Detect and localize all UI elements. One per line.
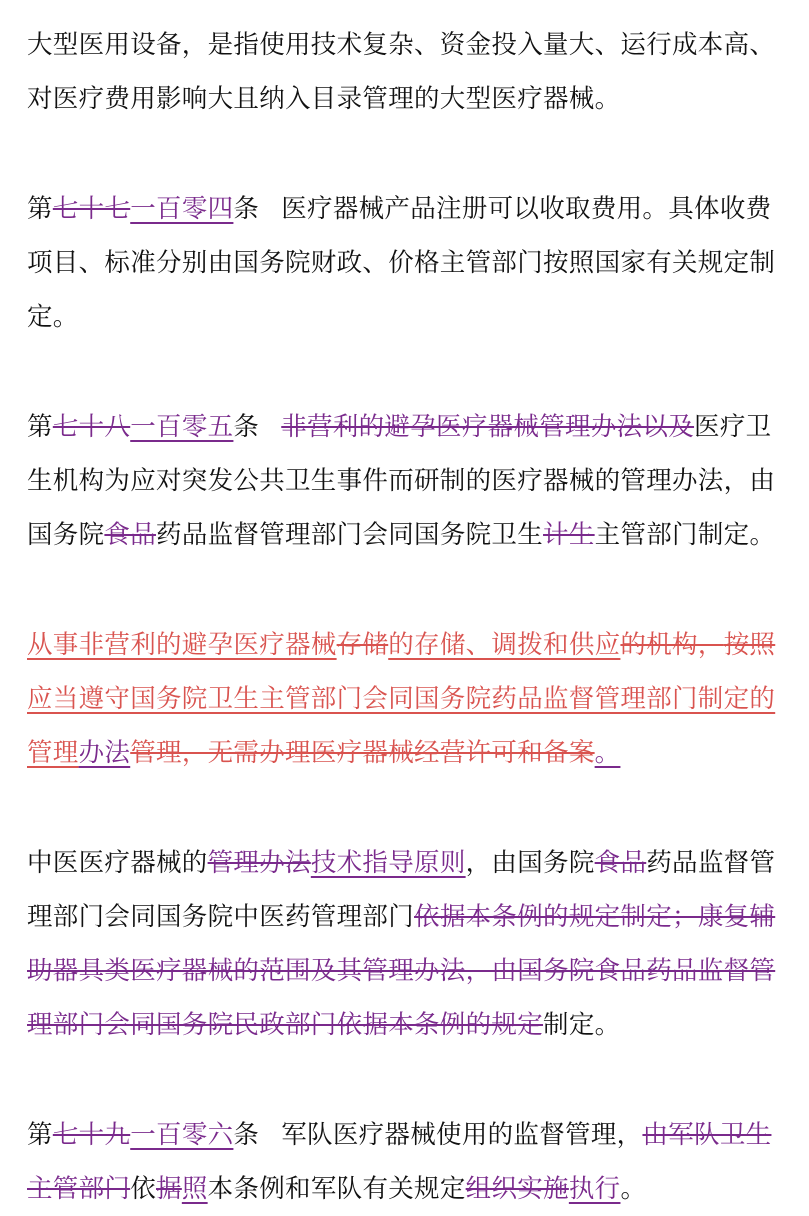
deleted-text: 计生 — [543, 520, 595, 550]
article-prefix: 第 — [27, 194, 53, 224]
article-text: 。 — [620, 1174, 647, 1204]
paragraph-gap — [27, 344, 787, 400]
paragraph-inserted-contraceptive — [27, 618, 787, 780]
article-text: 药品监督管理部门会同国务院卫生 — [156, 520, 544, 550]
article-suffix: 条 — [233, 194, 260, 224]
paragraph-text: 大型医用设备，是指使用技术复杂、资金投入量大、运行成本高、对医疗费用影响大且纳入目录管理的大型医疗器械。 — [27, 30, 776, 114]
article-text: 医疗卫生机构为应对突发公共卫生事件而研制的医疗器械的管理办法，由国务院 — [27, 412, 776, 550]
article-text: 本条例和军队有关规定 — [207, 1174, 466, 1204]
deleted-article-number: 七十八 — [52, 412, 131, 442]
deleted-text: 食品 — [594, 848, 647, 878]
article-text: 主管部门制定。 — [594, 520, 776, 550]
article-prefix: 第 — [27, 412, 53, 442]
inserted-text: 的存储、调拨和供应 — [388, 630, 621, 660]
article-suffix: 条 — [233, 412, 260, 442]
deleted-text: 按照 — [723, 630, 776, 660]
deleted-text: 非营利的避孕医疗器械管理办法以及 — [281, 412, 695, 442]
inserted-text: 技术指导原则 — [310, 848, 466, 878]
paragraph-definition — [27, 18, 787, 126]
article-body: 医疗器械产品注册可以收取费用。具体收费项目、标准分别由国务院财政、价格主管部门按照国家有关规定制定。 — [27, 194, 776, 332]
paragraph-article-106 — [27, 1108, 787, 1216]
paragraph-article-105 — [27, 400, 787, 562]
inserted-article-number: 一百零六 — [130, 1120, 234, 1150]
article-prefix: 第 — [27, 1120, 53, 1150]
article-text: 军队医疗器械使用的监督管理， — [281, 1120, 643, 1150]
article-text: 中医医疗器械的 — [27, 848, 208, 878]
inserted-text: 。 — [594, 738, 621, 768]
paragraph-article-104 — [27, 182, 787, 344]
paragraph-tcm-devices — [27, 836, 787, 1052]
deleted-text: 组织实施 — [465, 1174, 569, 1204]
deleted-text: 食品 — [104, 520, 157, 550]
paragraph-gap — [27, 562, 787, 618]
paragraph-gap — [27, 780, 787, 836]
article-text: 制定。 — [543, 1010, 621, 1040]
inserted-text: 照 — [181, 1174, 208, 1204]
deleted-text: 存储 — [336, 630, 389, 660]
deleted-article-number: 七十七 — [52, 194, 131, 224]
inserted-text: 从事非营利的避孕医疗器械 — [27, 630, 337, 660]
paragraph-gap — [27, 1052, 787, 1108]
inserted-article-number: 一百零四 — [130, 194, 234, 224]
inserted-text: 执行 — [568, 1174, 621, 1204]
deleted-text: 的机构， — [620, 630, 724, 660]
deleted-text: 管理，无需办理医疗器械经营许可和备案 — [130, 738, 595, 768]
deleted-article-number: 七十九 — [52, 1120, 131, 1150]
document-body — [27, 18, 787, 1216]
inserted-text: 应当遵守国务院卫生主管部门会同国务院药品监督管理部门制定的管理 — [27, 684, 776, 768]
deleted-text: 依据本条例的规定制定；康复辅助器具类医疗器械的范围及其管理办法，由国务院食品药品监督管理部门会同国务院民政部门依据本条例的规定 — [27, 902, 776, 1040]
inserted-text: 办法 — [78, 738, 131, 768]
deleted-text: 由军队卫生主管部门 — [27, 1120, 772, 1204]
article-text: ，由国务院 — [465, 848, 595, 878]
inserted-article-number: 一百零五 — [130, 412, 234, 442]
article-text: 药品监督管理部门会同国务院中医药管理部门 — [27, 848, 776, 932]
article-text: 依 — [130, 1174, 157, 1204]
paragraph-gap — [27, 126, 787, 182]
deleted-text: 管理办法 — [207, 848, 311, 878]
article-suffix: 条 — [233, 1120, 260, 1150]
deleted-text: 据 — [156, 1174, 182, 1204]
